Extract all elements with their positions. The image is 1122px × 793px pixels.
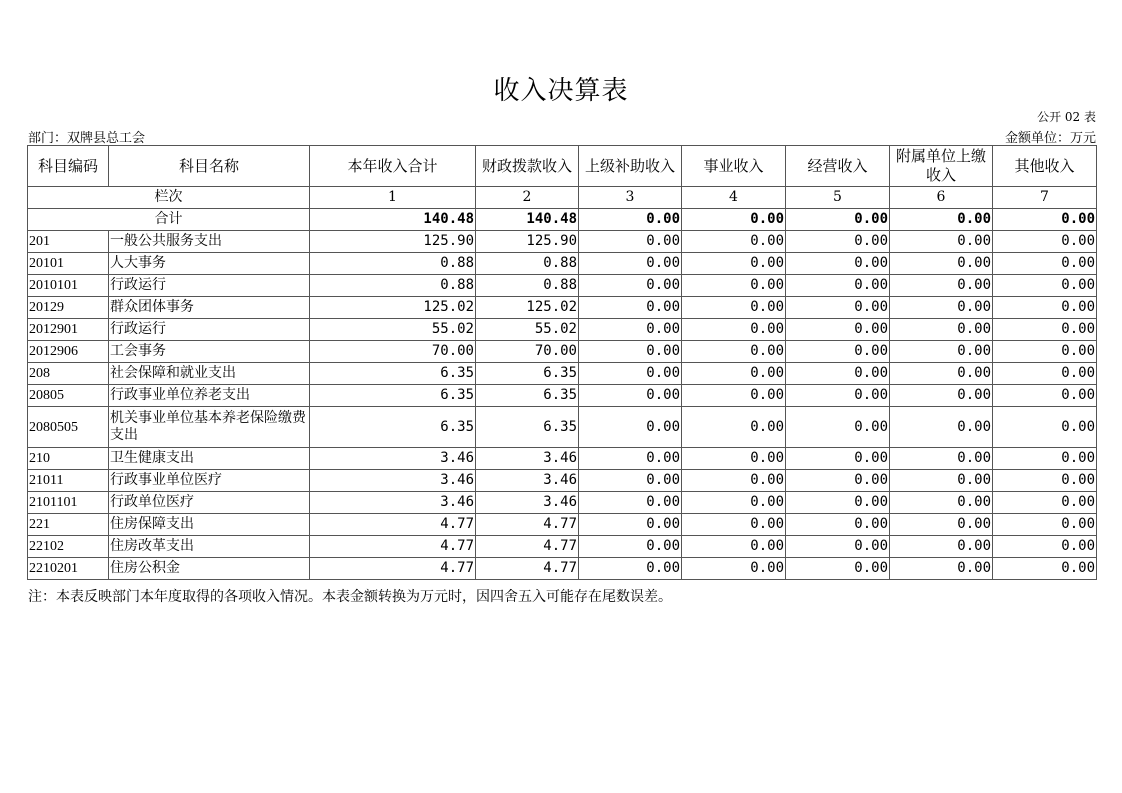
row-value: 6.35 <box>476 407 579 448</box>
total-value: 140.48 <box>310 209 476 231</box>
header-row <box>28 146 1097 187</box>
row-value: 0.00 <box>786 470 890 492</box>
row-value: 0.00 <box>993 470 1097 492</box>
row-value: 0.00 <box>579 536 682 558</box>
row-value: 0.00 <box>993 448 1097 470</box>
index-row <box>28 187 1097 209</box>
row-value: 0.00 <box>993 492 1097 514</box>
row-value: 0.00 <box>786 448 890 470</box>
row-value: 3.46 <box>310 492 476 514</box>
row-value: 0.00 <box>993 319 1097 341</box>
row-value: 0.00 <box>993 514 1097 536</box>
row-value: 0.00 <box>890 448 993 470</box>
row-value: 0.00 <box>890 407 993 448</box>
total-value: 0.00 <box>993 209 1097 231</box>
row-value: 0.00 <box>993 385 1097 407</box>
table-row <box>28 275 1097 297</box>
row-value: 0.00 <box>579 231 682 253</box>
table-row <box>28 319 1097 341</box>
row-name: 行政运行 <box>109 319 310 341</box>
row-value: 0.00 <box>682 536 786 558</box>
table-row <box>28 363 1097 385</box>
row-value: 0.00 <box>579 363 682 385</box>
total-row <box>28 209 1097 231</box>
table-code: 公开 02 表 <box>1037 110 1096 124</box>
row-code: 2012906 <box>28 341 109 363</box>
row-code: 20805 <box>28 385 109 407</box>
table-row <box>28 558 1097 580</box>
row-value: 0.00 <box>579 470 682 492</box>
row-value: 3.46 <box>476 492 579 514</box>
page-title: 收入决算表 <box>493 76 629 106</box>
row-value: 0.00 <box>993 297 1097 319</box>
row-value: 0.88 <box>310 275 476 297</box>
row-name: 住房改革支出 <box>109 536 310 558</box>
table-row <box>28 407 1097 448</box>
index-number: 5 <box>786 187 890 209</box>
table-row <box>28 492 1097 514</box>
footnote: 注：本表反映部门本年度取得的各项收入情况。本表金额转换为万元时，因四舍五入可能存在尾数误差。 <box>28 589 672 605</box>
column-header: 经营收入 <box>786 146 890 187</box>
row-value: 0.00 <box>682 275 786 297</box>
row-value: 0.00 <box>786 275 890 297</box>
row-value: 0.00 <box>786 363 890 385</box>
row-value: 0.00 <box>786 558 890 580</box>
table-row <box>28 385 1097 407</box>
column-header: 科目名称 <box>109 146 310 187</box>
row-name: 卫生健康支出 <box>109 448 310 470</box>
row-value: 70.00 <box>310 341 476 363</box>
row-value: 0.00 <box>682 558 786 580</box>
row-value: 0.00 <box>682 448 786 470</box>
row-code: 2210201 <box>28 558 109 580</box>
row-value: 0.00 <box>786 385 890 407</box>
row-value: 0.00 <box>786 341 890 363</box>
row-value: 125.90 <box>310 231 476 253</box>
row-name: 住房保障支出 <box>109 514 310 536</box>
row-name: 工会事务 <box>109 341 310 363</box>
column-header: 财政拨款收入 <box>476 146 579 187</box>
column-header: 其他收入 <box>993 146 1097 187</box>
row-name: 社会保障和就业支出 <box>109 363 310 385</box>
row-code: 2012901 <box>28 319 109 341</box>
column-header: 附属单位上缴收入 <box>890 146 993 187</box>
department-label: 部门：双牌县总工会 <box>28 131 146 146</box>
row-name: 行政运行 <box>109 275 310 297</box>
row-value: 3.46 <box>476 448 579 470</box>
row-value: 0.88 <box>476 275 579 297</box>
row-code: 22102 <box>28 536 109 558</box>
row-value: 0.00 <box>682 319 786 341</box>
row-value: 0.00 <box>890 536 993 558</box>
row-value: 3.46 <box>476 470 579 492</box>
row-value: 0.00 <box>682 514 786 536</box>
row-name: 住房公积金 <box>109 558 310 580</box>
table-row <box>28 253 1097 275</box>
row-code: 210 <box>28 448 109 470</box>
row-name: 一般公共服务支出 <box>109 231 310 253</box>
row-value: 0.00 <box>993 253 1097 275</box>
table-row <box>28 470 1097 492</box>
row-value: 0.00 <box>993 363 1097 385</box>
row-value: 0.00 <box>682 492 786 514</box>
row-name: 行政单位医疗 <box>109 492 310 514</box>
row-value: 0.00 <box>890 341 993 363</box>
row-value: 0.00 <box>786 319 890 341</box>
row-code: 21011 <box>28 470 109 492</box>
column-header: 本年收入合计 <box>310 146 476 187</box>
index-number: 7 <box>993 187 1097 209</box>
table-row <box>28 231 1097 253</box>
row-value: 0.00 <box>786 492 890 514</box>
row-value: 6.35 <box>310 385 476 407</box>
row-value: 0.00 <box>786 253 890 275</box>
row-name: 行政事业单位养老支出 <box>109 385 310 407</box>
row-value: 0.88 <box>310 253 476 275</box>
row-value: 125.90 <box>476 231 579 253</box>
column-header: 上级补助收入 <box>579 146 682 187</box>
row-code: 221 <box>28 514 109 536</box>
row-value: 0.00 <box>579 558 682 580</box>
row-value: 0.00 <box>682 407 786 448</box>
row-value: 6.35 <box>310 363 476 385</box>
table-row <box>28 448 1097 470</box>
row-name: 群众团体事务 <box>109 297 310 319</box>
row-value: 0.00 <box>993 341 1097 363</box>
row-value: 0.00 <box>786 407 890 448</box>
row-value: 0.00 <box>682 385 786 407</box>
row-value: 4.77 <box>310 558 476 580</box>
row-value: 125.02 <box>476 297 579 319</box>
index-label: 栏次 <box>28 187 310 209</box>
total-label: 合计 <box>28 209 310 231</box>
row-value: 0.00 <box>993 407 1097 448</box>
row-name: 行政事业单位医疗 <box>109 470 310 492</box>
table-row <box>28 341 1097 363</box>
index-number: 2 <box>476 187 579 209</box>
row-value: 0.00 <box>890 492 993 514</box>
row-value: 0.00 <box>993 231 1097 253</box>
row-value: 0.00 <box>890 514 993 536</box>
table-row <box>28 297 1097 319</box>
row-value: 0.00 <box>786 514 890 536</box>
total-value: 0.00 <box>890 209 993 231</box>
row-value: 0.00 <box>579 341 682 363</box>
row-value: 0.00 <box>682 231 786 253</box>
row-value: 0.00 <box>890 363 993 385</box>
row-value: 0.00 <box>579 297 682 319</box>
row-value: 0.00 <box>579 275 682 297</box>
row-code: 208 <box>28 363 109 385</box>
row-code: 20101 <box>28 253 109 275</box>
row-value: 0.00 <box>579 407 682 448</box>
row-value: 6.35 <box>476 385 579 407</box>
row-value: 0.00 <box>682 363 786 385</box>
row-value: 0.00 <box>890 319 993 341</box>
income-table <box>27 145 1097 580</box>
row-value: 0.00 <box>890 231 993 253</box>
column-header: 科目编码 <box>28 146 109 187</box>
row-value: 70.00 <box>476 341 579 363</box>
row-value: 0.00 <box>993 536 1097 558</box>
row-value: 4.77 <box>310 514 476 536</box>
row-value: 0.00 <box>579 514 682 536</box>
row-value: 0.00 <box>579 319 682 341</box>
index-number: 1 <box>310 187 476 209</box>
unit-label: 金额单位：万元 <box>1004 131 1096 146</box>
row-value: 0.00 <box>682 297 786 319</box>
row-value: 0.88 <box>476 253 579 275</box>
row-value: 0.00 <box>579 448 682 470</box>
row-code: 2101101 <box>28 492 109 514</box>
row-code: 2080505 <box>28 407 109 448</box>
total-value: 0.00 <box>682 209 786 231</box>
table-row <box>28 514 1097 536</box>
row-value: 0.00 <box>579 253 682 275</box>
row-value: 0.00 <box>890 385 993 407</box>
row-value: 4.77 <box>476 558 579 580</box>
index-number: 4 <box>682 187 786 209</box>
row-code: 2010101 <box>28 275 109 297</box>
index-number: 6 <box>890 187 993 209</box>
row-value: 6.35 <box>476 363 579 385</box>
row-value: 55.02 <box>476 319 579 341</box>
row-code: 201 <box>28 231 109 253</box>
row-value: 0.00 <box>890 470 993 492</box>
row-name: 机关事业单位基本养老保险缴费支出 <box>109 407 310 448</box>
column-header: 事业收入 <box>682 146 786 187</box>
row-value: 3.46 <box>310 448 476 470</box>
row-value: 0.00 <box>786 536 890 558</box>
row-value: 0.00 <box>890 275 993 297</box>
row-code: 20129 <box>28 297 109 319</box>
row-value: 0.00 <box>993 275 1097 297</box>
row-value: 4.77 <box>310 536 476 558</box>
row-value: 3.46 <box>310 470 476 492</box>
row-value: 0.00 <box>786 231 890 253</box>
table-row <box>28 536 1097 558</box>
row-value: 125.02 <box>310 297 476 319</box>
total-value: 0.00 <box>786 209 890 231</box>
row-value: 55.02 <box>310 319 476 341</box>
row-value: 0.00 <box>579 492 682 514</box>
row-value: 0.00 <box>890 558 993 580</box>
total-value: 0.00 <box>579 209 682 231</box>
row-value: 0.00 <box>890 253 993 275</box>
row-value: 0.00 <box>682 341 786 363</box>
row-value: 0.00 <box>890 297 993 319</box>
index-number: 3 <box>579 187 682 209</box>
row-value: 0.00 <box>682 253 786 275</box>
row-value: 4.77 <box>476 514 579 536</box>
row-value: 0.00 <box>579 385 682 407</box>
total-value: 140.48 <box>476 209 579 231</box>
row-value: 0.00 <box>682 470 786 492</box>
row-value: 4.77 <box>476 536 579 558</box>
row-value: 0.00 <box>993 558 1097 580</box>
row-value: 0.00 <box>786 297 890 319</box>
row-name: 人大事务 <box>109 253 310 275</box>
row-value: 6.35 <box>310 407 476 448</box>
